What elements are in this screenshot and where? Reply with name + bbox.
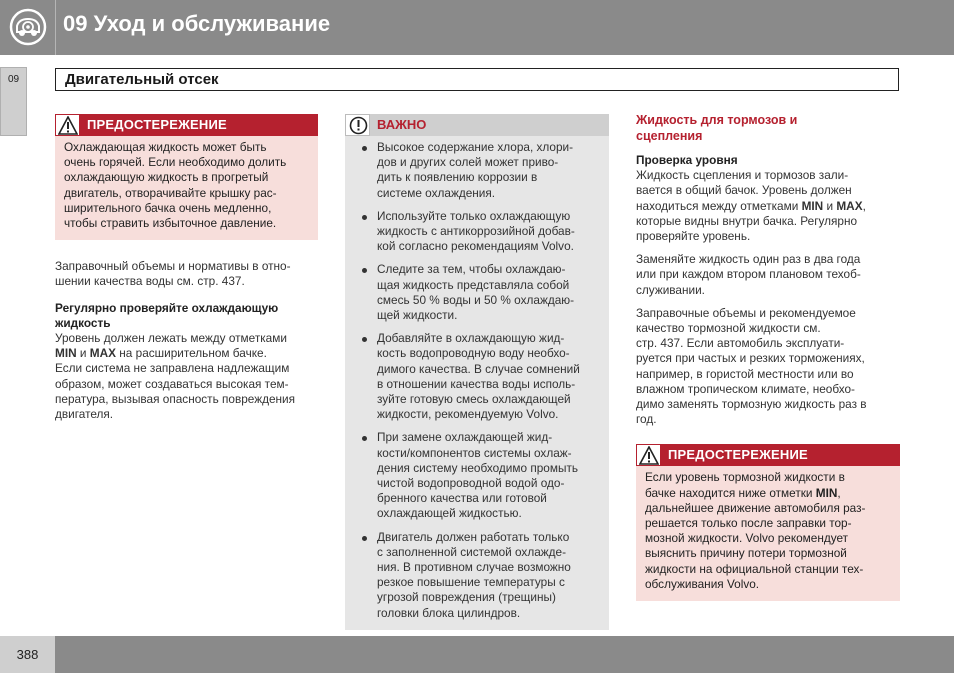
text-line: двигателя. (55, 407, 114, 422)
section-title-bar (55, 68, 899, 91)
text-line: щая жидкость представляла собой (377, 277, 570, 292)
text-line: руется при частых и резких торможениях, (636, 351, 865, 366)
text-line: бренного качества или готовой (377, 491, 547, 506)
chapter-title: 09 Уход и обслуживание (63, 11, 331, 36)
text-line: Добавляйте в охлаждающую жид- (377, 331, 565, 346)
body-paragraph (55, 331, 318, 422)
warning-body (636, 466, 900, 601)
text-line: кой согласно рекомендациям Volvo. (377, 239, 574, 254)
text-line: дов и других солей может приво- (377, 155, 559, 170)
text-line: дить к появлению коррозии в (377, 170, 538, 185)
important-body (345, 136, 609, 630)
warning-line: жидкости на официальной станции тех- (645, 561, 864, 576)
text-line: Заменяйте жидкость один раз в два года (636, 252, 861, 267)
subheading-line: жидкость (55, 315, 111, 330)
paragraph (636, 168, 900, 244)
min-mark: MIN (801, 198, 824, 213)
warning-label: ПРЕДОСТЕРЕЖЕНИЕ (87, 117, 227, 132)
text-line: год. (636, 412, 657, 427)
warning-triangle-box (55, 114, 80, 136)
text-fragment: на расширительном бачке. (116, 346, 267, 361)
list-item (353, 140, 601, 201)
page-header (0, 0, 954, 55)
min-mark: MIN (55, 346, 77, 361)
text-line (636, 199, 900, 214)
text-line: дения систему необходимо промыть (377, 460, 578, 475)
bullet-dot (362, 268, 367, 273)
paragraph (636, 252, 900, 298)
warning-line: дальнейшее движение автомобиля раз- (645, 500, 866, 515)
warning-header (55, 114, 318, 136)
text-line: с заполненной системой охлажде- (377, 544, 567, 559)
bullet-dot (362, 146, 367, 151)
text-line: Жидкость сцепления и тормозов зали- (636, 168, 849, 183)
bullet-dot (362, 436, 367, 441)
paragraph (636, 306, 900, 428)
warning-triangle-box (636, 444, 661, 466)
list-item (353, 262, 601, 323)
text-line: головки блока цилиндров. (377, 605, 521, 620)
text-line: жидкости, рекомендуемую Volvo. (377, 407, 559, 422)
car-service-wrench-icon (9, 8, 47, 46)
warning-line: ширительного бачка очень медленно, (64, 200, 272, 215)
section-title: Двигательный отсек (65, 71, 219, 88)
text-line: жидкость с антикоррозийной добав- (377, 224, 575, 239)
warning-body (55, 136, 318, 240)
text-fragment: бачке находится ниже отметки (645, 485, 816, 500)
text-fragment: , (862, 198, 866, 213)
column-2 (345, 114, 609, 630)
text-line: проверяйте уровень. (636, 229, 751, 244)
warning-line: Если уровень тормозной жидкости в (645, 470, 845, 485)
text-line: вается в общий бачок. Уровень должен (636, 183, 852, 198)
text-fragment: находиться между отметками (636, 198, 802, 213)
text-line: Двигатель должен работать только (377, 529, 570, 544)
brake-fluid-title (636, 113, 900, 144)
chapter-tab: 09 (0, 67, 27, 136)
text-line: Заправочный объемы и нормативы в отно- (55, 259, 291, 274)
text-line (55, 346, 318, 361)
text-line: шении качества воды см. стр. 437. (55, 274, 245, 289)
text-line: например, в гористой местности или во (636, 366, 854, 381)
column-1 (55, 114, 318, 422)
text-line: влажном тропическом климате, необхо- (636, 381, 855, 396)
text-line: смесь 50 % воды и 50 % охлаждаю- (377, 292, 575, 307)
list-item (353, 430, 601, 521)
warning-line: чтобы стравить избыточное давление. (64, 216, 277, 231)
important-header (345, 114, 609, 136)
text-line: Следите за тем, чтобы охлаждаю- (377, 262, 566, 277)
text-line: угрозой повреждения (трещины) (377, 590, 556, 605)
text-line: резкое повышение температуры с (377, 575, 565, 590)
warning-line (645, 486, 892, 501)
max-mark: MAX (836, 198, 863, 213)
exclamation-circle-icon (349, 116, 368, 135)
title-line: Жидкость для тормозов и (636, 113, 798, 127)
warning-triangle-icon (639, 446, 659, 465)
warning-line: обслуживания Volvo. (645, 576, 760, 591)
text-line: кости/компонентов системы охлаж- (377, 445, 572, 460)
bullet-dot (362, 337, 367, 342)
text-line: кость водопроводную воду необхо- (377, 346, 570, 361)
list-item (353, 530, 601, 621)
text-line: Заправочные объемы и рекомендуемое (636, 305, 856, 320)
warning-line: решается только после заправки тор- (645, 516, 852, 531)
warning-label: ПРЕДОСТЕРЕЖЕНИЕ (668, 447, 808, 463)
warning-line: Охлаждающая жидкость может быть (64, 140, 267, 154)
text-line: димо заменять тормозную жидкость раз в (636, 397, 867, 412)
max-mark: MAX (89, 346, 116, 361)
text-line: которые видны внутри бачка. Регулярно (636, 213, 858, 228)
important-icon-box (345, 114, 370, 136)
warning-triangle-icon (58, 116, 78, 135)
text-line: охлаждающей жидкостью. (377, 506, 522, 521)
min-mark: MIN (815, 485, 838, 500)
list-item (353, 331, 601, 422)
text-line: Уровень должен лежать между отметками (55, 331, 287, 346)
text-line: димого качества. В случае сомнений (377, 361, 580, 376)
warning-line: охлаждающую жидкость в прогретый (64, 170, 269, 185)
column-3 (636, 113, 900, 601)
text-line: в отношении качества воды исполь- (377, 376, 576, 391)
text-line: служивании. (636, 282, 705, 297)
text-line: Высокое содержание хлора, хлори- (377, 140, 574, 154)
text-line: или при каждом втором плановом техоб- (636, 267, 861, 282)
warning-line: выяснить причину потери тормозной (645, 546, 847, 561)
title-line: сцепления (636, 128, 703, 143)
text-line: чистой водопроводной водой одо- (377, 476, 565, 491)
text-line: При замене охлаждающей жид- (377, 430, 553, 445)
bullet-dot (362, 536, 367, 541)
text-line: пература, вызывая опасность повреждения (55, 391, 296, 406)
chapter-icon-box (0, 0, 56, 55)
brake-warning (636, 444, 900, 601)
warning-line: очень горячей. Если необходимо долить (64, 155, 287, 170)
page-footer (0, 636, 954, 673)
text-line: качество тормозной жидкости см. (636, 321, 821, 336)
and-text: и (823, 198, 837, 213)
bullet-dot (362, 215, 367, 220)
warning-line: мозной жидкости. Volvo рекомендует (645, 531, 849, 546)
list-item (353, 209, 601, 255)
text-line: образом, может создаваться высокая тем- (55, 376, 289, 391)
important-label: ВАЖНО (377, 117, 427, 132)
page-number: 388 (0, 636, 55, 673)
warning-header (636, 444, 900, 466)
text-line: щей жидкости. (377, 308, 458, 323)
text-line: стр. 437. Если автомобиль эксплуати- (636, 336, 845, 351)
text-line: Используйте только охлаждающую (377, 208, 571, 223)
and-text: и (76, 346, 90, 361)
text-line: системе охлаждения. (377, 185, 496, 200)
subheading-line: Регулярно проверяйте охлаждающую (55, 300, 279, 315)
text-line: ния. В противном случае возможно (377, 560, 571, 575)
subheading: Проверка уровня (636, 153, 738, 167)
text-fragment: , (837, 485, 841, 500)
intro-paragraph (55, 259, 318, 289)
subheading (55, 301, 318, 331)
warning-line: двигатель, отворачивайте крышку рас- (64, 185, 277, 200)
text-line: Если система не заправлена надлежащим (55, 361, 290, 376)
text-line: зуйте готовую смесь охлаждающей (377, 392, 571, 407)
